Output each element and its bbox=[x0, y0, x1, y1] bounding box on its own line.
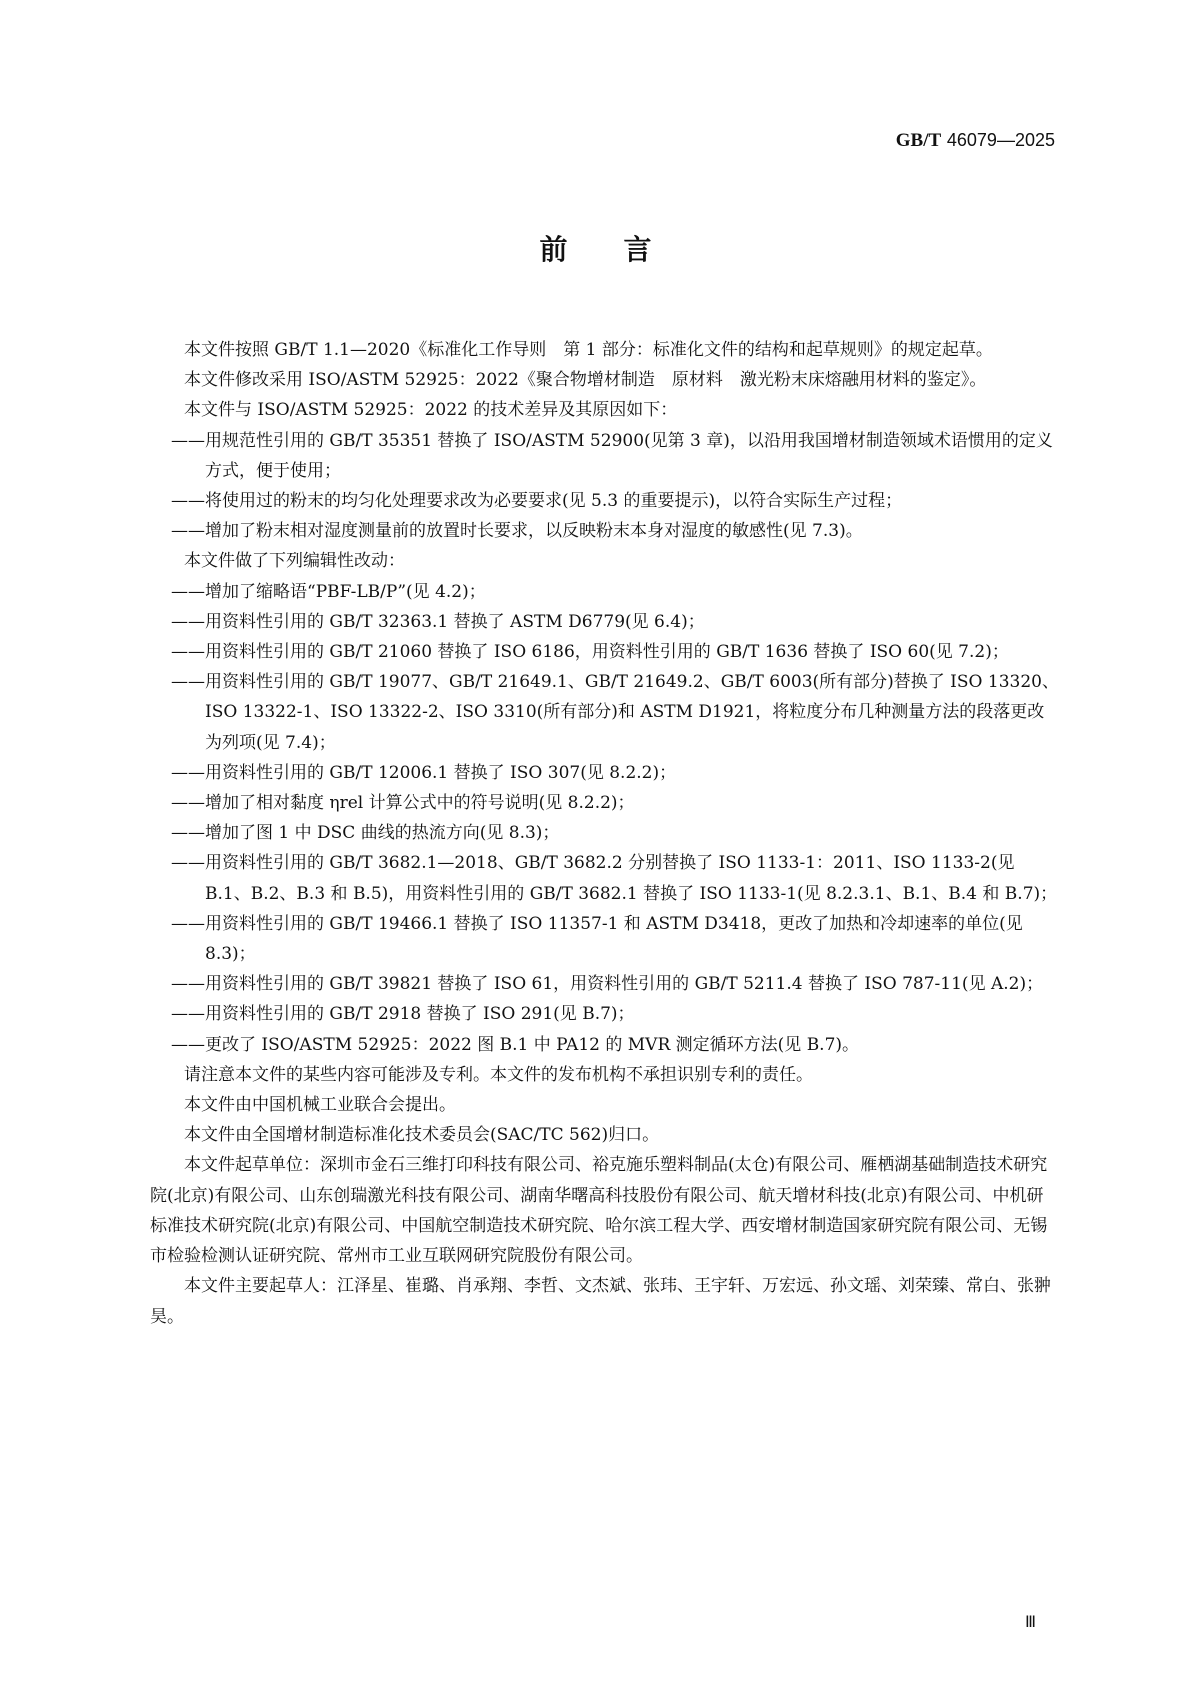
list-dash: —— bbox=[171, 430, 205, 451]
paragraph bbox=[150, 395, 1060, 425]
list-item bbox=[150, 1030, 1060, 1060]
list-dash: —— bbox=[171, 762, 205, 783]
list-item bbox=[150, 486, 1060, 516]
paragraph-text: 本文件按照 GB/T 1.1—2020《标准化工作导则 第 1 部分：标准化文件的结构和起草规则》的规定起草。 bbox=[184, 340, 993, 360]
paragraph bbox=[150, 1120, 1060, 1150]
paragraph-text: 本文件修改采用 ISO/ASTM 52925：2022《聚合物增材制造 原材料 激光粉末床熔融用材料的鉴定》。 bbox=[184, 370, 987, 391]
paragraph-text: 用资料性引用的 GB/T 21060 替换了 ISO 6186，用资料性引用的 GB/T 1636 替换了 ISO 60(见 7.2)； bbox=[205, 642, 1009, 663]
paragraph-text: 更改了 ISO/ASTM 52925：2022 图 B.1 中 PA12 的 MVR 测定循环方法(见 B.7)。 bbox=[205, 1034, 860, 1055]
list-item bbox=[150, 909, 1060, 969]
paragraph-text: 用资料性引用的 GB/T 3682.1—2018、GB/T 3682.2 分别替换了 ISO 1133-1：2011、ISO 1133-2(见 B.1、B.2、B.3 和 B.5)，用资料性引用的 GB/T 3682.1 替换了 ISO 1133-1(见 8.2.3.1、B.1、B.4 和 B.7)； bbox=[205, 853, 1058, 904]
list-item bbox=[150, 607, 1060, 637]
paragraph-text: 增加了缩略语“PBF-LB/P”(见 4.2)； bbox=[205, 581, 486, 602]
document-code bbox=[896, 130, 1055, 152]
paragraph-text: 本文件与 ISO/ASTM 52925：2022 的技术差异及其原因如下： bbox=[184, 400, 678, 421]
paragraph-text: 用资料性引用的 GB/T 2918 替换了 ISO 291(见 B.7)； bbox=[205, 1004, 635, 1025]
list-item bbox=[150, 758, 1060, 788]
list-item bbox=[150, 969, 1060, 999]
paragraph-text: 本文件起草单位：深圳市金石三维打印科技有限公司、裕克施乐塑料制品(太仓)有限公司、雁栖湖基础制造技术研究院(北京)有限公司、山东创瑞激光科技有限公司、湖南华曙高科技股份有限公司、航天增材科技(北京)有限公司、中机研标准技术研究院(北京)有限公司、中国航空制造技术研究院、哈尔滨工程大学、西安增材制造国家研究院有限公司、无锡市检验检测认证研究院、常州市工业互联网研究院股份有限公司。 bbox=[150, 1155, 1048, 1267]
list-dash: —— bbox=[171, 913, 205, 934]
list-item bbox=[150, 999, 1060, 1029]
paragraph-text: 请注意本文件的某些内容可能涉及专利。本文件的发布机构不承担识别专利的责任。 bbox=[184, 1064, 813, 1085]
paragraph bbox=[150, 1060, 1060, 1090]
paragraph-text: 用资料性引用的 GB/T 19466.1 替换了 ISO 11357-1 和 ASTM D3418，更改了加热和冷却速率的单位(见 8.3)； bbox=[205, 913, 1023, 965]
list-item bbox=[150, 667, 1060, 758]
list-dash: —— bbox=[171, 1004, 205, 1025]
standard-number: 46079—2025 bbox=[946, 130, 1055, 150]
list-dash: —— bbox=[171, 823, 205, 844]
list-item bbox=[150, 637, 1060, 667]
list-item bbox=[150, 516, 1060, 546]
paragraph bbox=[150, 335, 1060, 365]
list-dash: —— bbox=[171, 793, 205, 814]
paragraph-text: 用资料性引用的 GB/T 32363.1 替换了 ASTM D6779(见 6.4)； bbox=[205, 611, 705, 632]
list-item bbox=[150, 818, 1060, 848]
paragraph-text: 增加了粉末相对湿度测量前的放置时长要求，以反映粉末本身对湿度的敏感性(见 7.3)。 bbox=[205, 521, 863, 542]
list-dash: —— bbox=[171, 581, 205, 602]
list-dash: —— bbox=[171, 1034, 205, 1055]
list-item bbox=[150, 848, 1060, 908]
list-dash: —— bbox=[171, 974, 205, 995]
paragraph-text: 用资料性引用的 GB/T 39821 替换了 ISO 61，用资料性引用的 GB/T 5211.4 替换了 ISO 787-11(见 A.2)； bbox=[205, 974, 1044, 995]
paragraph bbox=[150, 1271, 1060, 1331]
list-dash: —— bbox=[171, 672, 205, 693]
list-item bbox=[150, 577, 1060, 607]
list-dash: —— bbox=[171, 611, 205, 632]
paragraph-text: 增加了相对黏度 ηrel 计算公式中的符号说明(见 8.2.2)； bbox=[205, 793, 635, 814]
paragraph-text: 增加了图 1 中 DSC 曲线的热流方向(见 8.3)； bbox=[205, 823, 560, 844]
list-item bbox=[150, 426, 1060, 486]
list-dash: —— bbox=[171, 491, 205, 512]
page-title bbox=[0, 228, 1191, 268]
paragraph-text: 用资料性引用的 GB/T 19077、GB/T 21649.1、GB/T 21649.2、GB/T 6003(所有部分)替换了 ISO 13320、ISO 13322-1、ISO 13322-2、ISO 3310(所有部分)和 ASTM D1921，将粒度分布几种测量方法的段落更改为列项(见 7.4)； bbox=[205, 672, 1059, 753]
list-dash: —— bbox=[171, 853, 205, 874]
title-char-1: 前 bbox=[539, 233, 568, 266]
paragraph bbox=[150, 1150, 1060, 1271]
paragraph bbox=[150, 1090, 1060, 1120]
title-char-2: 言 bbox=[623, 233, 652, 266]
paragraph bbox=[150, 365, 1060, 395]
paragraph-text: 本文件主要起草人：江泽星、崔璐、肖承翔、李哲、文杰斌、张玮、王宇轩、万宏远、孙文瑶、刘荣臻、常白、张翀昊。 bbox=[150, 1276, 1051, 1327]
page-number: Ⅲ bbox=[1024, 1614, 1036, 1631]
paragraph-text: 本文件做了下列编辑性改动： bbox=[184, 551, 405, 572]
list-item bbox=[150, 788, 1060, 818]
paragraph-text: 本文件由全国增材制造标准化技术委员会(SAC/TC 562)归口。 bbox=[184, 1125, 660, 1146]
list-dash: —— bbox=[171, 521, 205, 542]
paragraph-text: 将使用过的粉末的均匀化处理要求改为必要要求(见 5.3 的重要提示)，以符合实际生产过程； bbox=[205, 491, 903, 512]
standard-prefix: GB/T bbox=[895, 130, 942, 151]
paragraph-text: 用规范性引用的 GB/T 35351 替换了 ISO/ASTM 52900(见第 3 章)，以沿用我国增材制造领域术语惯用的定义方式，便于使用； bbox=[205, 430, 1053, 481]
paragraph bbox=[150, 546, 1060, 576]
paragraph-text: 本文件由中国机械工业联合会提出。 bbox=[184, 1095, 456, 1116]
foreword-body bbox=[150, 335, 1060, 1332]
list-dash: —— bbox=[171, 642, 205, 663]
paragraph-text: 用资料性引用的 GB/T 12006.1 替换了 ISO 307(见 8.2.2)； bbox=[205, 762, 677, 783]
